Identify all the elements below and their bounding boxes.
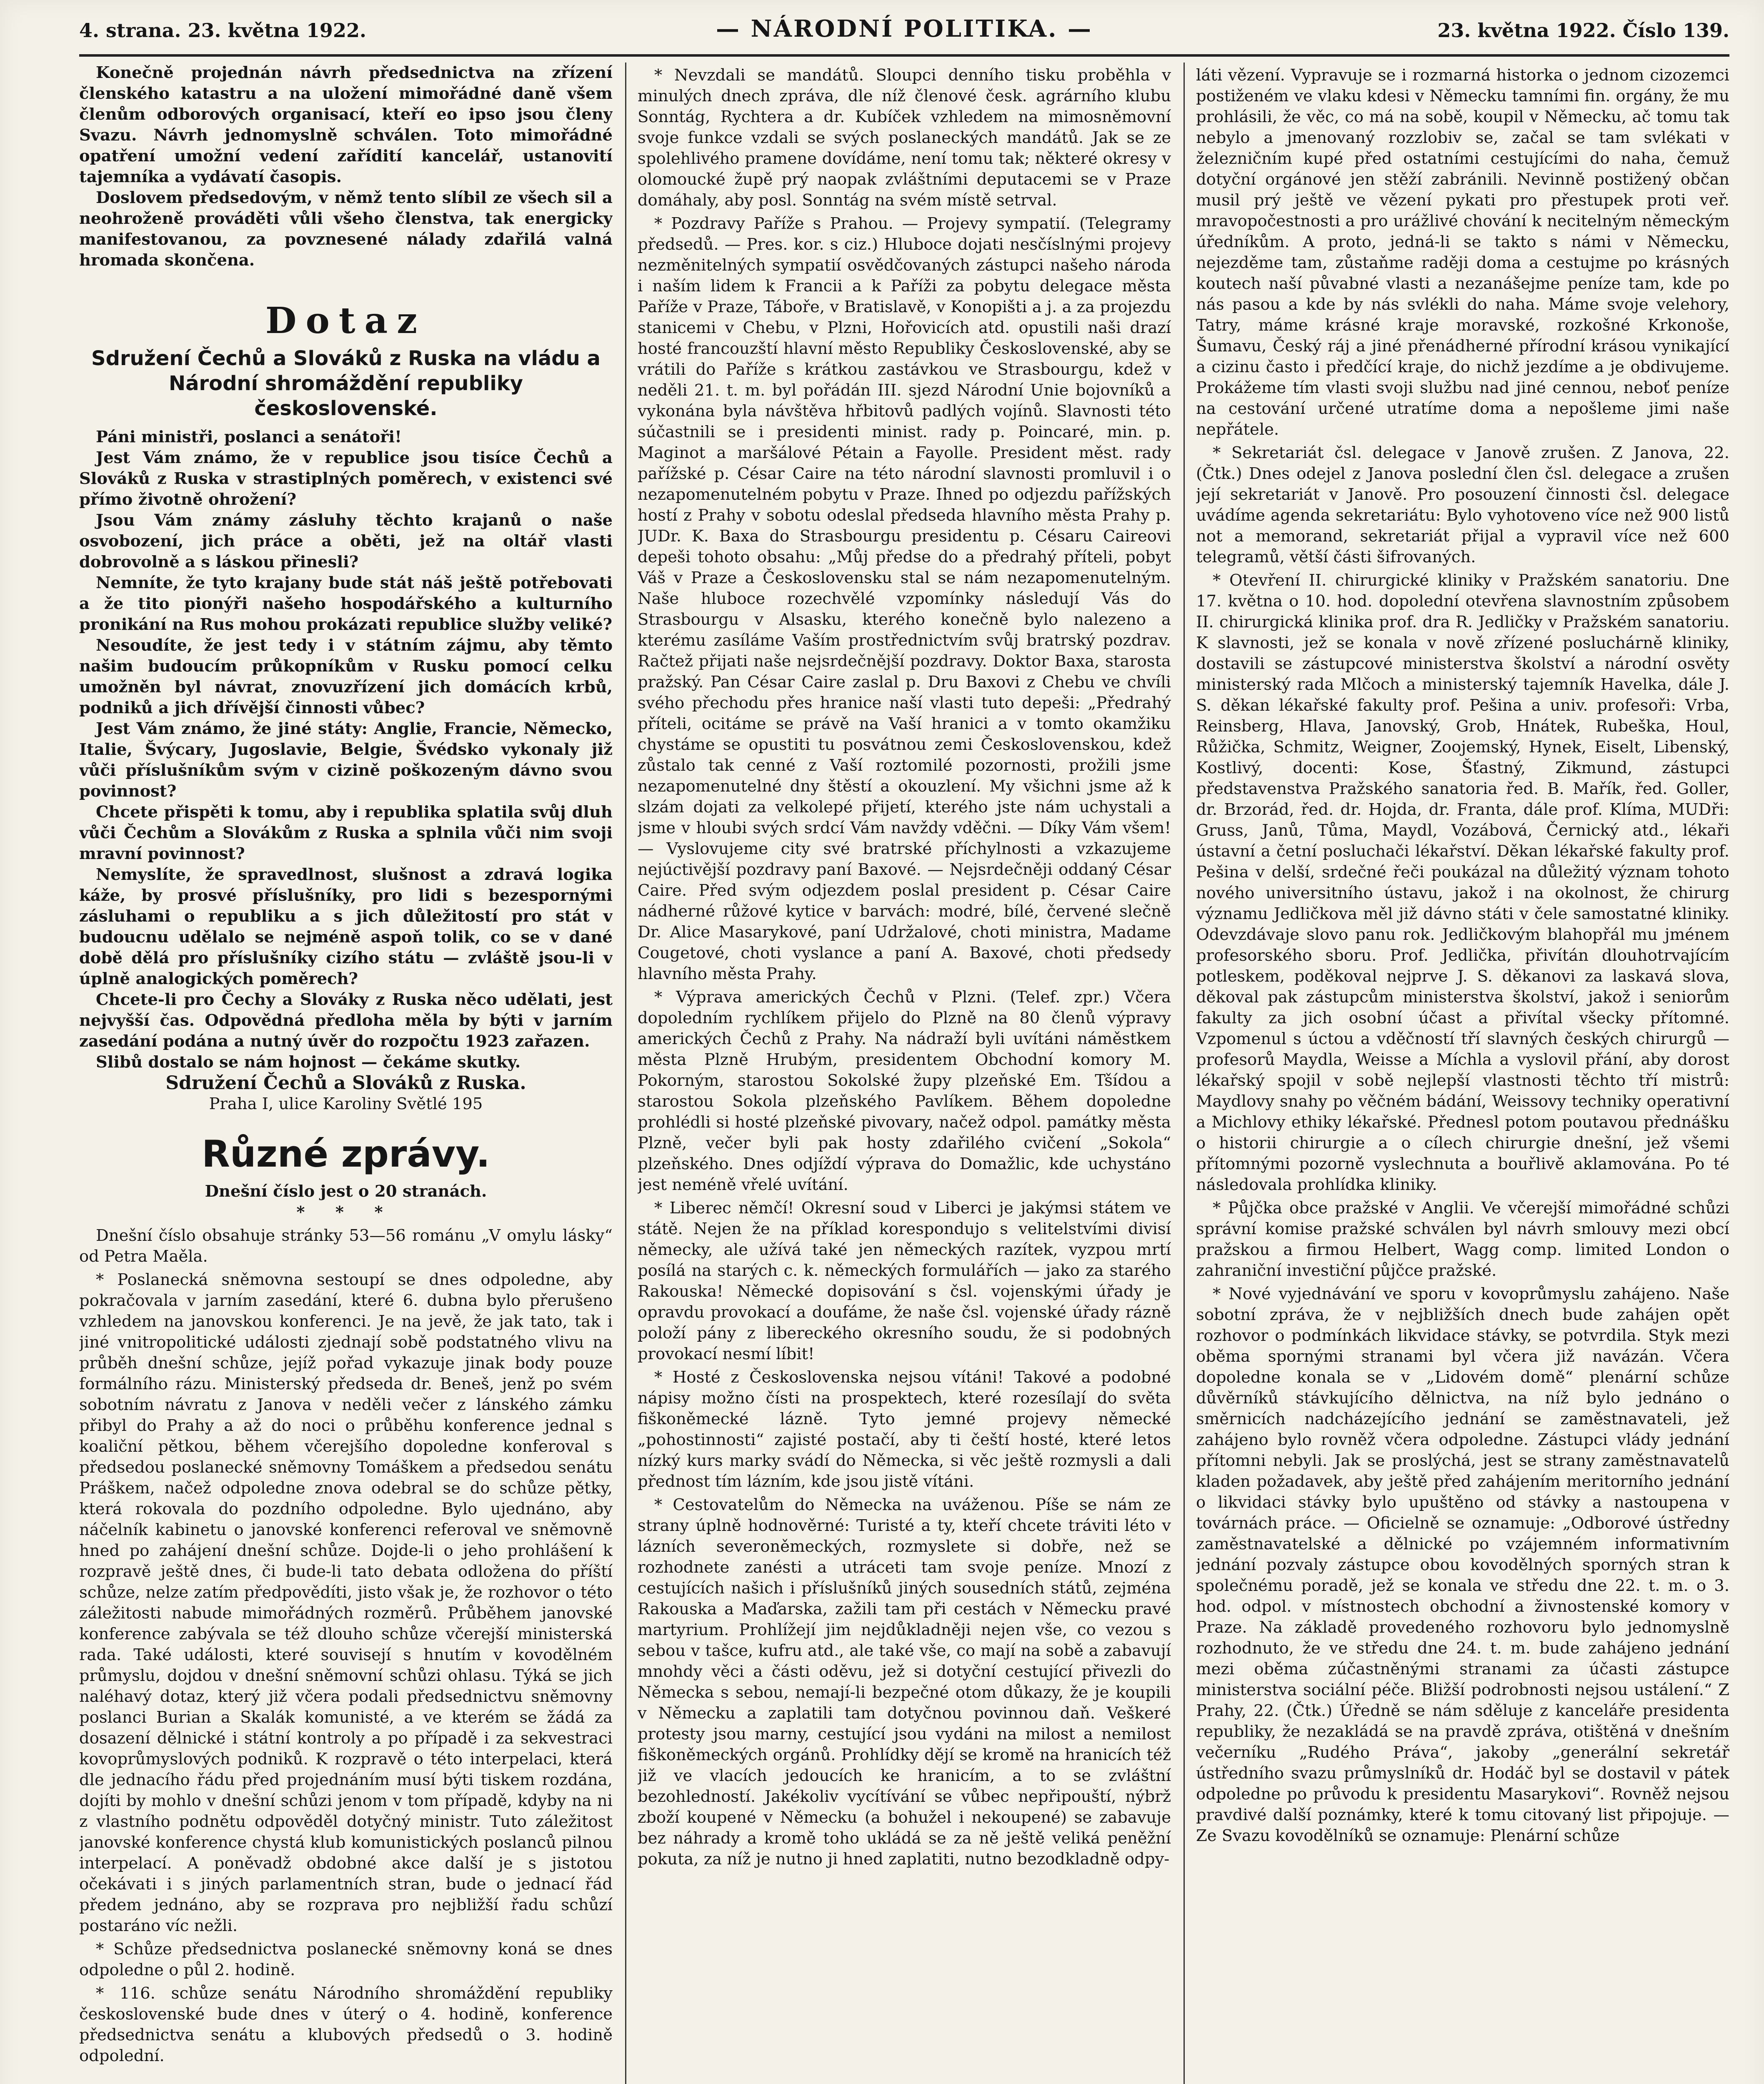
issue-pages-heading: Dnešní číslo jest o 20 stranách. bbox=[205, 1182, 487, 1201]
column-2 bbox=[638, 63, 1171, 2084]
article-paragraph: Dnešní číslo obsahuje stránky 53—56 románu „V omylu lásky“ od Petra Maěla. bbox=[79, 1226, 613, 1266]
dotaz-paragraph: Nemníte, že tyto krajany bude stát náš ještě potřebovati a že tito pionýři našeho hospodářského a kulturního pronikání na Rus mohou prokázati republice služby veliké? bbox=[79, 574, 613, 634]
dotaz-paragraph: Chcete přispěti k tomu, aby i republika splatila svůj dluh vůči Čechům a Slovákům z Ruska a splnila vůči nim svoji mravní povinnost? bbox=[79, 803, 613, 863]
dotaz-heading: Dotaz bbox=[265, 300, 427, 342]
article-paragraph: * Otevření II. chirurgické kliniky v Pražském sanatoriu. Dne 17. května o 10. hod. dopolední otevřena slavnostním způsobem II. chirurgická klinika prof. dra R. Jedličky v Pražském sanatoriu. K slavnosti, jež se konala v nově zřízené posluchárně kliniky, dostavili se zástupcové ministerstva školství a národní osvěty ministerský rada Mlčoch a ministerský tajemník Havelka, dále J. S. děkan lékařské fakulty prof. Pešina a univ. profesoři: Vrba, Reinsberg, Hlava, Janovský, Grob, Hnátek, Rubeška, Houl, Růžička, Schmitz, Weigner, Zoojemský, Hynek, Eiselt, Libenský, Kostlivý, docenti: Kose, Šťastný, Zikmund, zástupci představenstva Pražského sanatoria řed. B. Mařík, řed. Goller, dr. Brzorád, řed. dr. Hojda, dr. Franta, dále prof. Klíma, MUDři: Gruss, Janů, Tůma, Maydl, Vozábová, Černický atd., lékaři ústavní a četní posluchači lékařství. Děkan lékařské fakulty prof. Pešina v delší, srdečné řeči poukázal na důležitý význam tohoto nového universitního ústavu, jakož i na okolnost, že chirurg významu Jedličkova měl již dávno státi v čele samostatné kliniky. Odevzdávaje slovo panu rok. Jedličkovým blahopřál mu jménem profesorského sboru. Prof. Jedlička, přivítán dlouhotrvajícím potleskem, poděkoval nejprve J. S. děkanovi za laskavá slova, děkoval pak zástupcům ministerstva školství, jakož i seniorům fakulty za jich osobní účast a přivítal všecky přítomné. Vzpomenul s úctou a vděčností tří slavných českých chirurgů — profesorů Maydla, Weisse a Míchla a vyslovil přání, aby dorost lékařský spojil v sobě nejlepší vlastnosti těchto tří mistrů: Maydlovy snahy po věčném bádání, Weissovy techniky operativní a Michlovy ethiky lékařské. Přednesl potom poutavou přednášku o historii chirurgie a o cílech chirurgie dnešní, jež všemi přítomnými pozorně vyslechnuta a bouřlivě aklamována. Po té následovala prohlídka kliniky. bbox=[1196, 571, 1729, 1194]
article-paragraph: láti vězení. Vypravuje se i rozmarná historka o jednom cizozemci postiženém ve vlaku kdesi v Německu tamními fin. orgány, že mu prohlásili, že věc, co má na sobě, koupil v Německu, ač tomu tak nebylo a jmenovaný rozzlobiv se, začal se tam svlékati v železničním kupé před ostatními cestujícími do naha, čemuž dotyční orgánové jen stěží zabránili. Nevinně postižený občan musil prý ještě ve vězení pykati pro přestupek proti veř. mravopočestnosti a pro urážlivé chování k necitelným německým úředníkům. A proto, jedná-li se takto s námi v Německu, nejezděme tam, zůstaňme raději doma a cestujme po krásných koutech naší půvabné vlasti a nezanášejme peníze tam, kde po nás pasou a kde by nás svlékli do naha. Máme svoje velehory, Tatry, máme krásné kraje moravské, rozkošné Krkonoše, Šumavu, Český ráj a jiné přenádherné přírodní krásou vynikající a cizinu často i předčící kraje, do nichž jezdíme a je obdivujeme. Prokážeme tím vlasti svoji službu nad jiné cennou, neboť peníze na cestování určené utratíme doma a nepošleme jimi naše nepřátele. bbox=[1196, 66, 1729, 439]
article-paragraph: * Půjčka obce pražské v Anglii. Ve včerejší mimořádné schůzi správní komise pražské schválen byl návrh smlouvy mezi obcí pražskou a firmou Helbert, Wagg comp. limited London o zahraniční investiční půjčce pražské. bbox=[1196, 1199, 1729, 1280]
column-3 bbox=[1196, 63, 1729, 2084]
section-heading: Různé zprávy. bbox=[202, 1132, 490, 1175]
article-paragraph: * Hosté z Československa nejsou vítáni! Takové a podobné nápisy možno čísti na prospektech, které rozesílají do světa fiškoněmecké lázně. Tyto jemné projevy německé „pohostinnosti“ zajisté postačí, aby ti čeští hosté, které letos nízký kurs marky svádí do Německa, si věc ještě rozmysli a dali přednost tím lázním, kde jsou jistě vítáni. bbox=[638, 1368, 1171, 1491]
newspaper-title: — NÁRODNÍ POLITIKA. — bbox=[716, 15, 1093, 43]
header-rule bbox=[79, 54, 1729, 57]
header-right-issue: 23. května 1922. Číslo 139. bbox=[1437, 19, 1729, 42]
column-rule-2 bbox=[1184, 63, 1185, 2084]
header-left-date: 4. strana. 23. května 1922. bbox=[79, 19, 366, 42]
article-paragraph: * Schůze předsednictva poslanecké sněmovny koná se dnes odpoledne o půl 2. hodině. bbox=[79, 1940, 613, 1979]
dotaz-subheading: Sdružení Čechů a Slováků z Ruska na vládu a Národní shromáždění republiky československé. bbox=[91, 347, 601, 420]
dotaz-address: Praha I, ulice Karoliny Světlé 195 bbox=[209, 1095, 483, 1113]
article-paragraph: * Sekretariát čsl. delegace v Janově zrušen. Z Janova, 22. (Čtk.) Dnes odejel z Janova poslední člen čsl. delegace a zrušen její sekretariát v Janově. Pro posouzení činnosti čsl. delegace uvádíme agenda sekretariátu: Bylo vyhotoveno více než 900 listů not a memorand, sekretariát přijal a vypravil více než 600 telegramů, větší části šifrovaných. bbox=[1196, 443, 1729, 566]
dotaz-paragraph: Nemyslíte, že spravedlnost, slušnost a zdravá logika káže, by prosvé příslušníky, pro lidi s bezespornými zásluhami o republiku a s jich důležitostí pro stát v budoucnu udělalo se nejméně aspoň tolik, co se v dané době dělá pro příslušníky cizího státu — zvláště jsou-li v úplně analogických poměrech? bbox=[79, 865, 613, 988]
article-paragraph: * Nové vyjednávání ve sporu v kovoprůmyslu zahájeno. Naše sobotní zpráva, že v nejbližších dnech bude zahájen opět rozhovor o podmínkách likvidace stávky, se potvrdila. Styk mezi oběma spornými stranami byl včera již navázán. Včera dopoledne konala se v „Lidovém domě“ plenární schůze důvěrníků stávkujícího dělnictva, na níž bylo jednáno o směrnicích nadcházejícího jednání se zaměstnavateli, jež zahájeno bylo rovněž včera odpoledne. Zástupci vlády jednání přítomni nebyli. Jak se proslýchá, jest se strany zaměstnavatelů kladen požadavek, aby ještě před zahájením meritorního jednání o likvidaci stávky bylo upuštěno od stávky a nastoupena v továrnách práce. — Oficielně se oznamuje: „Odborové ústředny zaměstnavatelské a dělnické po vzájemném informativním jednání pozvaly zástupce obou kovodělných sporných stran k společnému poradě, jež se konala ve středu dne 22. t. m. o 3. hod. odpol. v místnostech obchodní a živnostenské komory v Praze. Na základě provedeného rozhovoru bylo jednomyslně rozhodnuto, že ve středu dne 24. t. m. bude zahájeno jednání mezi oběma zúčastněnými stranami za účasti zástupce ministerstva sociální péče. Bližší podrobnosti nejsou ustálení.“ Z Prahy, 22. (Čtk.) Úředně se nám sděluje z kanceláře presidenta republiky, že nezakládá se na pravdě zpráva, otištěná v dnešním večerníku „Rudého Práva“, jakoby „generální sekretář ústředního svazu průmyslníků dr. Hodáč byl se dostavil v pátek odpoledne po průvodu k presidentu Masarykovi“. Rovněž nejsou pravdivé další poznámky, které k tomu citovaný list připojuje. — Ze Svazu kovodělníků se oznamuje: Plenární schůze bbox=[1196, 1285, 1729, 1845]
dotaz-paragraph: Jsou Vám známy zásluhy těchto krajanů o naše osvobození, jich práce a oběti, jež na oltář vlasti dobrovolně a s láskou přinesli? bbox=[79, 511, 613, 571]
intro-paragraph: Konečně projednán návrh předsednictva na zřízení členského katastru a na uložení mimořádné daně všem členům odborových organisací, kteří eo ipso jsou členy Svazu. Návrh jednomyslně schválen. Toto mimořádné opatření umožní vedení zařídití kancelář, ustanovití tajemníka a vydávatí časopis. bbox=[79, 63, 613, 186]
article-paragraph: * Výprava amerických Čechů v Plzni. (Telef. zpr.) Včera dopoledním rychlíkem přijelo do Plzně na 80 členů výpravy amerických Čechů z Prahy. Na nádraží byli uvítáni náměstkem města Plzně Hrubým, presidentem Obchodní komory M. Pokorným, starostou Sokolské župy plzeňské Em. Tšídou a starostou Sokola plzeňského Pavlíkem. Během dopoledne prohlédli si hosté plzeňské pivovary, načež odpol. památky města Plzně, večer byli pak hosty zdařilého cvičení „Sokola“ plzeňského. Dnes odjíždí výprava do Domažlic, kde uchystáno jest neméně vřelé uvítání. bbox=[638, 988, 1171, 1194]
dotaz-paragraph: Slibů dostalo se nám hojnost — čekáme skutky. bbox=[96, 1053, 521, 1072]
separator-stars: * * * bbox=[296, 1203, 395, 1222]
dotaz-paragraph: Chcete-li pro Čechy a Slováky z Ruska něco udělati, jest nejvyšší čas. Odpovědná předloha měla by býti v jarním zasedání podána a nutný úvěr do rozpočtu 1923 zařazen. bbox=[79, 990, 613, 1051]
dotaz-paragraph: Jest Vám známo, že jiné státy: Anglie, Francie, Německo, Italie, Švýcary, Jugoslavie, Belgie, Švédsko vykonaly již vůči příslušníkům svým v cizině poškozeným dávno svou povinnost? bbox=[79, 719, 613, 801]
article-paragraph: * Pozdravy Paříže s Prahou. — Projevy sympatií. (Telegramy předsedů. — Pres. kor. s ciz.) Hluboce dojati nesčíslnými projevy nezměnitelných sympatií osvědčovaných zástupci našeho národa i naším lidem k Francii a k Paříži za pobytu delegace města Paříže v Praze, Táboře, v Bratislavě, v Konopišti a j. a za projezdu stanicemi v Chebu, v Plzni, Hořovicích atd. opustili naši drazí hosté francouzští hlavní město Republiky Československé, aby se vrátili do Paříže s krátkou zastávkou ve Strasbourgu, kdež v neděli 21. t. m. byl pořádán III. sjezd Národní Unie bojovníků a vykonána byla návštěva hřbitovů padlých vojínů. Slavnosti této súčastnili se i presidenti minist. rady p. Poincaré, min. p. Maginot a maršálové Pétain a Fayolle. President měst. rady pařížské p. César Caire na této národní slavnosti promluvil i o nezapomenutelném pobytu v Praze. Ihned po odjezdu pařížských hostí z Prahy v sobotu odeslal předseda hlavního města Prahy p. JUDr. K. Baxa do Strasbourgu presidentu p. Césaru Caireovi depeši tohoto obsahu: „Můj předse do a předrahý příteli, pobyt Váš v Praze a Československu stal se nám nezapomenutelným. Naše hluboce rozechvělé vzpomínky následují Vás do Strasbourgu v Alsasku, kterého konečně bylo nalezeno a kterému zasíláme Vaším prostřednictvím svůj bratrský pozdrav. Račtež přijati naše nejsrdečnější pozdravy. Doktor Baxa, starosta pražský. Pan César Caire zaslal p. Dru Baxovi z Chebu ve chvíli svého přechodu přes hranice naší vlasti tuto depeši: „Předrahý příteli, ocitáme se právě na Vaší hranici a v tomto okamžiku chystáme se opustiti tu posvátnou zemi Československou, kdež zůstalo tak cenné z Vaší roztomilé pozornosti, prožili jsme nezapomenutelné dny štěstí a okouzlení. My všichni jsme až k slzám dojati za velkolepé přijetí, kterého jste nám uchystali a jsme v hloubi svých srdcí Vám navždy vděčni. — Díky Vám všem! — Vyslovujeme city své bratrské příchylnosti a vzkazujeme nejúctivější pozdravy paní Baxové. — Nejsrdečněji oddaný César Caire. Před svým odjezdem poslal president p. César Caire nádherné růžové kytice v barvách: modré, bílé, červené slečně Dr. Alice Masarykové, paní Udržalové, choti ministra, Madame Cougetové, choti vyslance a paní A. Baxové, choti předsedy hlavního města Prahy. bbox=[638, 214, 1171, 983]
intro-paragraph: Doslovem předsedovým, v němž tento slíbil ze všech sil a neohroženě prováděti vůli všeho členstva, tak energicky manifestovanou, za povznesené nálady zdařilá valná hromada skončena. bbox=[79, 188, 613, 270]
article-paragraph: * 116. schůze senátu Národního shromáždění republiky československé bude dnes v úterý o 4. hodině, konference předsednictva senátu a klubových předsedů o 3. hodině odpolední. bbox=[79, 1984, 613, 2065]
dotaz-paragraph: Jest Vám známo, že v republice jsou tisíce Čechů a Slováků z Ruska v strastiplných poměrech, v existenci své přímo životně ohrožení? bbox=[79, 448, 613, 509]
article-paragraph: * Poslanecká sněmovna sestoupí se dnes odpoledne, aby pokračovala v jarním zasedání, které 6. dubna bylo přerušeno vzhledem na janovskou konferenci. Je na jevě, že jak tato, tak i jiné vnitropolitické události zjednají sobě podstatného vlivu na průběh dnešní schůze, jejíž pořad vykazuje jinak body pouze formálního rázu. Ministerský předseda dr. Beneš, jenž po svém sobotním návratu z Janova v neděli večer z lánského zámku přibyl do Prahy a až do noci o průběhu konference jednal s koaliční pětkou, během včerejšího dopoledne konferoval s předsedou poslanecké sněmovny Tomáškem a předsedou senátu Práškem, načež odpoledne znova odebral se do schůze pětky, která rokovala do pozdního odpoledne. Bylo ujednáno, aby náčelník kabinetu o janovské konferenci referoval ve sněmovně hned po zahájení dnešní schůze. Dojde-li o jeho prohlášení k rozpravě ještě dnes, či bude-li tato debata odložena do příští schůze, nelze zatím předpovědíti, jisto však je, že rozhovor o této záležitosti nabude mimořádných rozměrů. Průběhem janovské konference zabývala se též dlouho schůze včerejší ministerská rada. Také události, které souvisejí s hnutím v kovodělném průmyslu, dojdou v dnešní sněmovní schůzi ohlasu. Týká se jich naléhavý dotaz, který již včera podali předsednictvu sněmovny poslanci Burian a Skalák komunisté, a ve kterém se žádá za dosazení dělnické i státní kontroly a po případě i za sekvestraci kovoprůmyslových podniků. K rozpravě o této interpelaci, která dle jednacího řádu před projednáním musí býti tiskem rozdána, dojíti by mohlo v dnešní schůzi jenom v tom případě, kdyby na ni z vlastního podnětu odpověděl dotyčný ministr. Tuto záležitost janovské konference chystá klub komunistických poslanců pilnou interpelací. A poněvadž obdobné akce další je s jistotou očekávati i s jiných parlamentních stran, bude o jednací řád předem jednáno, aby se rozprava pro nejbližší řadu schůzí postaráno víc nežli. bbox=[79, 1270, 613, 1935]
dotaz-paragraph: Páni ministři, poslanci a senátoři! bbox=[96, 428, 402, 446]
dotaz-signature: Sdružení Čechů a Slováků z Ruska. bbox=[165, 1072, 526, 1094]
article-paragraph: * Liberec němčí! Okresní soud v Liberci je jakýmsi státem ve státě. Nejen že na příklad korespondujo s velitelstvími divisí německy, ale užívá také jen německých razítek, vyzpou mrtí posílá na starých c. k. německých formulářích — jako za starého Rakouska! Německé dopisování s čsl. vojenskými úřady je opravdu provokací a doufáme, že naše čsl. vojenské úřady rázně položí pány z libereckého okresního soudu, že si podobných provokací nesmí líbit! bbox=[638, 1199, 1171, 1363]
article-paragraph: * Nevzdali se mandátů. Sloupci denního tisku proběhla v minulých dnech zpráva, dle níž členové česk. agrárního klubu Sonntág, Rychtera a dr. Kubíček vzhledem na mimosněmovní svoje funkce vzdali se svých poslaneckých mandátů. Jak se ze spolehlivého pramene dovídáme, není tomu tak; některé okresy v olomoucké župě prý naopak zvláštními deputacemi se v Praze domáhaly, aby posl. Sonntág na svém místě setrval. bbox=[638, 66, 1171, 210]
column-rule-1 bbox=[625, 63, 626, 2084]
dotaz-paragraph: Nesoudíte, že jest tedy i v státním zájmu, aby těmto našim budoucím průkopníkům v Rusku pomocí celku umožněn byl návrat, znovuzřízení jich domácích krbů, podniků a jich dřívější činnosti vůbec? bbox=[79, 636, 613, 717]
column-1 bbox=[79, 63, 613, 2084]
page-header bbox=[79, 15, 1729, 53]
article-paragraph: * Cestovatelům do Německa na uváženou. Píše se nám ze strany úplně hodnověrné: Turisté a ty, kteří chcete tráviti léto v lázních severoněmeckých, rozmyslete si dobře, než se rozhodnete zanésti a utráceti tam svoje peníze. Mnozí z cestujících našich i příslušníků jiných sousedních států, zejména Rakouska a Maďarska, zažili tam při cestách v Německu pravé martyrium. Prohlížejí jim nejdůkladněji nejen vše, co vezou s sebou v tašce, kufru atd., ale také vše, co mají na sobě a zabavují mnohdy věci a části oděvu, jež si dotyční cestující přivezli do Německa s sebou, nemají-li bezpečné otom důkazy, že je koupili v Německu a zaplatili tam dotyčnou povinnou daň. Veškeré protesty jsou marny, cestující jsou vydáni na milost a nemilost fiškoněmeckých orgánů. Prohlídky dějí se kromě na hranicích též již ve vlacích jedoucích ke hranicím, a to se zvláštní bezohledností. Jakékoliv vycítívání se vůbec nepřipouští, nýbrž zboží koupené v Německu (a bohužel i nekoupené) se zabavuje bez náhrady a kromě toho ukládá se za ně ještě veliká peněžní pokuta, za níž je nutno ji hned zaplatiti, nutno bezodkladně odpy- bbox=[638, 1495, 1171, 1869]
